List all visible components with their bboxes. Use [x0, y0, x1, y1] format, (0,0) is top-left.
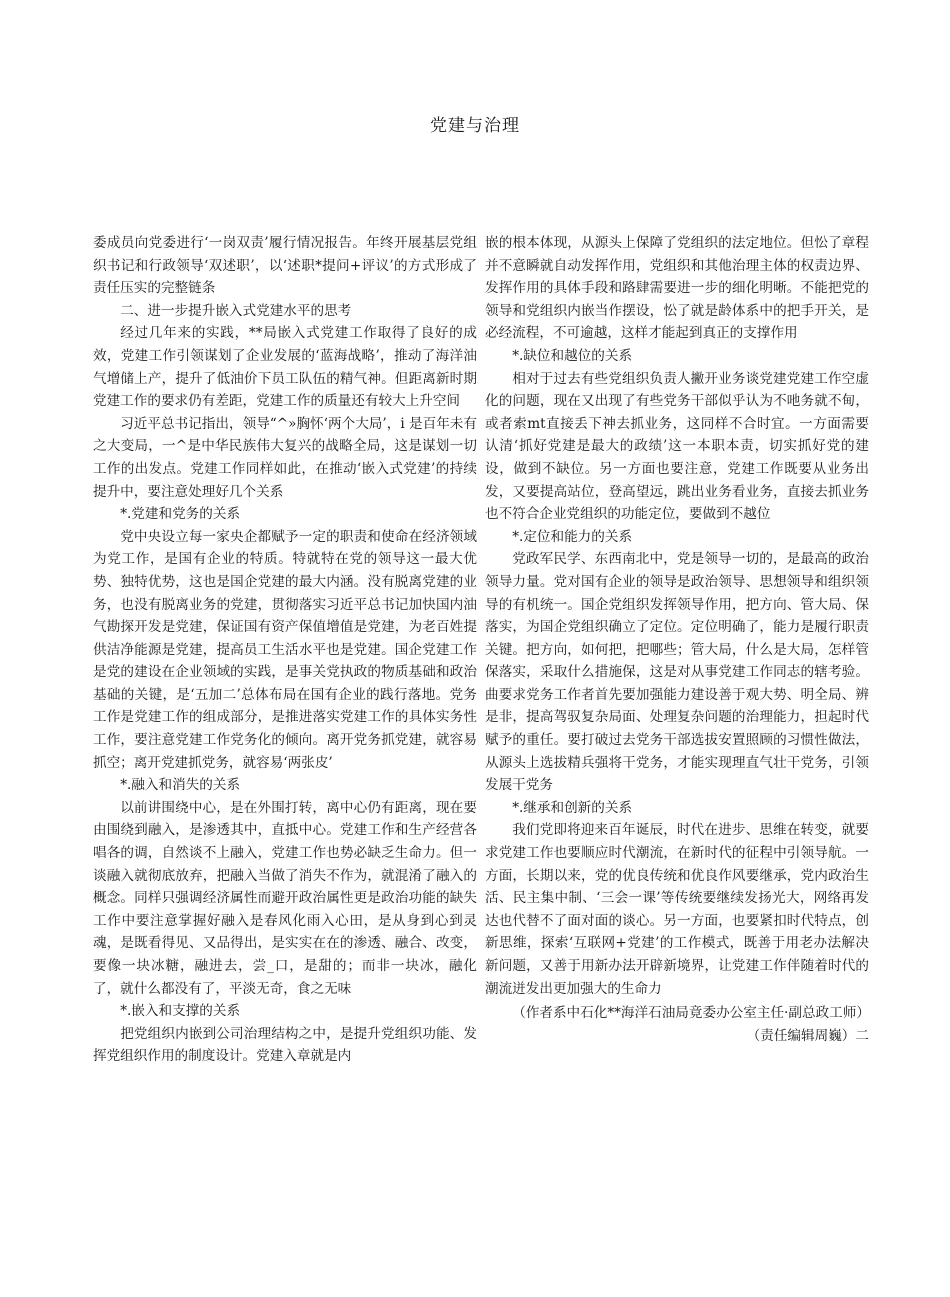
subsection-heading: *.嵌入和支撑的关系 [120, 1003, 241, 1020]
section-heading: 二、进一步提升嵌入式党建水平的思考 [120, 302, 352, 319]
paragraph: 党中央设立每一家央企都赋予一定的职责和使命在经济领域为党工作，是国有企业的特质。特就特在党的领导这一最大优势、独特优势，这也是国企党建的最大内涵。没有脱离党建的业务，也没有脱离业务的党建，贯彻落实习近平总书记加快国内油气勘探开发是党建，保证国有资产保值增值是党建，为老百姓提供洁净能源是党建，提高员工生活水平也是党建。国企党建工作是党的建设在企业领域的实践，是事关党执政的物质基础和政治基础的关键，是‘五加二’总体布局在国有企业的践行落地。党务工作是党建工作的组成部分，是推进落实党建工作的具体实务性工作，要注意党建工作党务化的倾向。离开党务抓党建，就容易抓空；离开党建抓党务，就容易‘两张皮’ [93, 528, 477, 771]
subsection-heading: *.党建和党务的关系 [120, 506, 241, 523]
paragraph: 党政军民学、东西南北中，党是领导一切的，是最高的政治领导力量。党对国有企业的领导是政治领导、思想领导和组织领导的有机统一。国企党组织发挥领导作用，把方向、管大局、保落实，为国企党组织确立了定位。定位明确了，能力是履行职责关键。把方向，如何把，把哪些；管大局，什么是大局，怎样管保落实，采取什么措施保，这是对从事党建工作同志的辖考验。曲要求党务工作者首先要加强能力建设善于观大势、明全局、辨是非，提高驾驭复杂局面、处理复杂问题的治理能力，担起时代赋予的重任。要打破过去党务干部选拔安置照顾的习惯性做法，从源头上选拔精兵强将干党务，才能实现理直气壮干党务，引领发展干党务 [485, 551, 869, 794]
subsection-heading: *.缺位和越位的关系 [512, 347, 633, 364]
paragraph: 经过几年来的实践，**局嵌入式党建工作取得了良好的成效，党建工作引领谋划了企业发展的‘蓝海战略’，推动了海洋油气增储上产，提升了低油价下员工队伍的精气神。但距离新时期党建工作的要求仍有差距，党建工作的质量还有较大上升空间 [93, 325, 477, 410]
right-text-column [485, 232, 869, 1047]
paragraph: 习近平总书记指出，领导“^»胸怀‘两个大局’，i 是百年未有之大变局，一^是中华民族伟大复兴的战略全局，这是谋划一切工作的出发点。党建工作同样如此，在推动‘嵌入式党建’的持续提升中，要注意处理好几个关系 [93, 415, 477, 500]
paragraph: 我们党即将迎来百年诞辰，时代在进步、思维在转变，就要求党建工作也要顺应时代潮流，在新时代的征程中引领导航。一方面，长期以来，党的优良传统和优良作风要继承，党内政治生活、民主集中制、‘三会一课’等传统要继续发扬光大，网络再发达也代替不了面对面的谈心。另一方面，也要紧扣时代特点，创新思维，探索‘互联网+党建’的工作模式，既善于用老办法解决新问题，又善于用新办法开辟新境界，让党建工作伴随着时代的潮流迸发出更加强大的生命力 [485, 822, 869, 997]
subsection-heading: *.融入和消失的关系 [120, 777, 241, 794]
paragraph: 把党组织内嵌到公司治理结构之中，是提升党组织功能、发挥党组织作用的制度设计。党建入章就是内 [93, 1025, 477, 1065]
editor-credit: （责任编辑周巍）二 [746, 1027, 869, 1044]
subsection-heading: *.继承和创新的关系 [512, 799, 633, 816]
paragraph-continuation: 嵌的根本体现，从源头上保障了党组织的法定地位。但忪了章程并不意瞬就自动发挥作用，党组织和其他治理主体的权责边界、发挥作用的具体手段和路肆需要进一步的细化明晰。不能把党的领导和党组织内嵌当作摆设，忪了就是龄体系中的把手开关，是必经流程，不可逾越，这样才能起到真正的支撑作用 [485, 235, 869, 342]
paragraph: 相对于过去有些党组织负责人撇开业务谈党建党建工作空虚化的问题，现在又出现了有些党务干部似乎认为不吔务就不甸，或者索mt直接丢下神去抓业务，这同样不合时宜。一方面需要认清‘抓好党建是最大的政绩’这一本职本责，切实抓好党的建设，做到不缺位。另一方面也要注意，党建工作既要从业务出发，又要提高站位，登高望远，跳出业务看业务，直接去抓业务也不符合企业党组织的功能定位，要做到不越位 [485, 370, 869, 523]
subsection-heading: *.定位和能力的关系 [512, 528, 633, 545]
paragraph: 以前讲围绕中心，是在外围打转，离中心仍有距离，现在要由围绕到融入，是渗透其中，直抵中心。党建工作和生产经营各唱各的调，自然谈不上融入，党建工作也势必缺乏生命力。但一谈融入就彻底放弃，把融入当做了消失不作为，就混淆了融入的概念。同样只强调经济属性而避开政治属性更是政治功能的缺失工作中要注意掌握好融入是春风化雨入心田，是从身到心到灵魂，是既看得见、又品得出，是实实在在的渗透、融合、改变，要像一块冰糖，融进去，尝_口，是甜的；而非一块冰，融化了，就什么都没有了，平淡无奇，食之无味 [93, 799, 477, 997]
page-header-title: 党建与治理 [430, 116, 520, 136]
author-note: （作者系中石化**海洋石油局竟委办公室主任·副总政工师） [512, 1005, 870, 1022]
paragraph-continuation: 委成员向党委进行‘一岗双责’履行情况报告。年终开展基层党组织书记和行政领导‘双述职’，以‘述职*提问+评议’的方式形成了责任压实的完整链条 [93, 235, 477, 297]
left-text-column [93, 232, 477, 1068]
